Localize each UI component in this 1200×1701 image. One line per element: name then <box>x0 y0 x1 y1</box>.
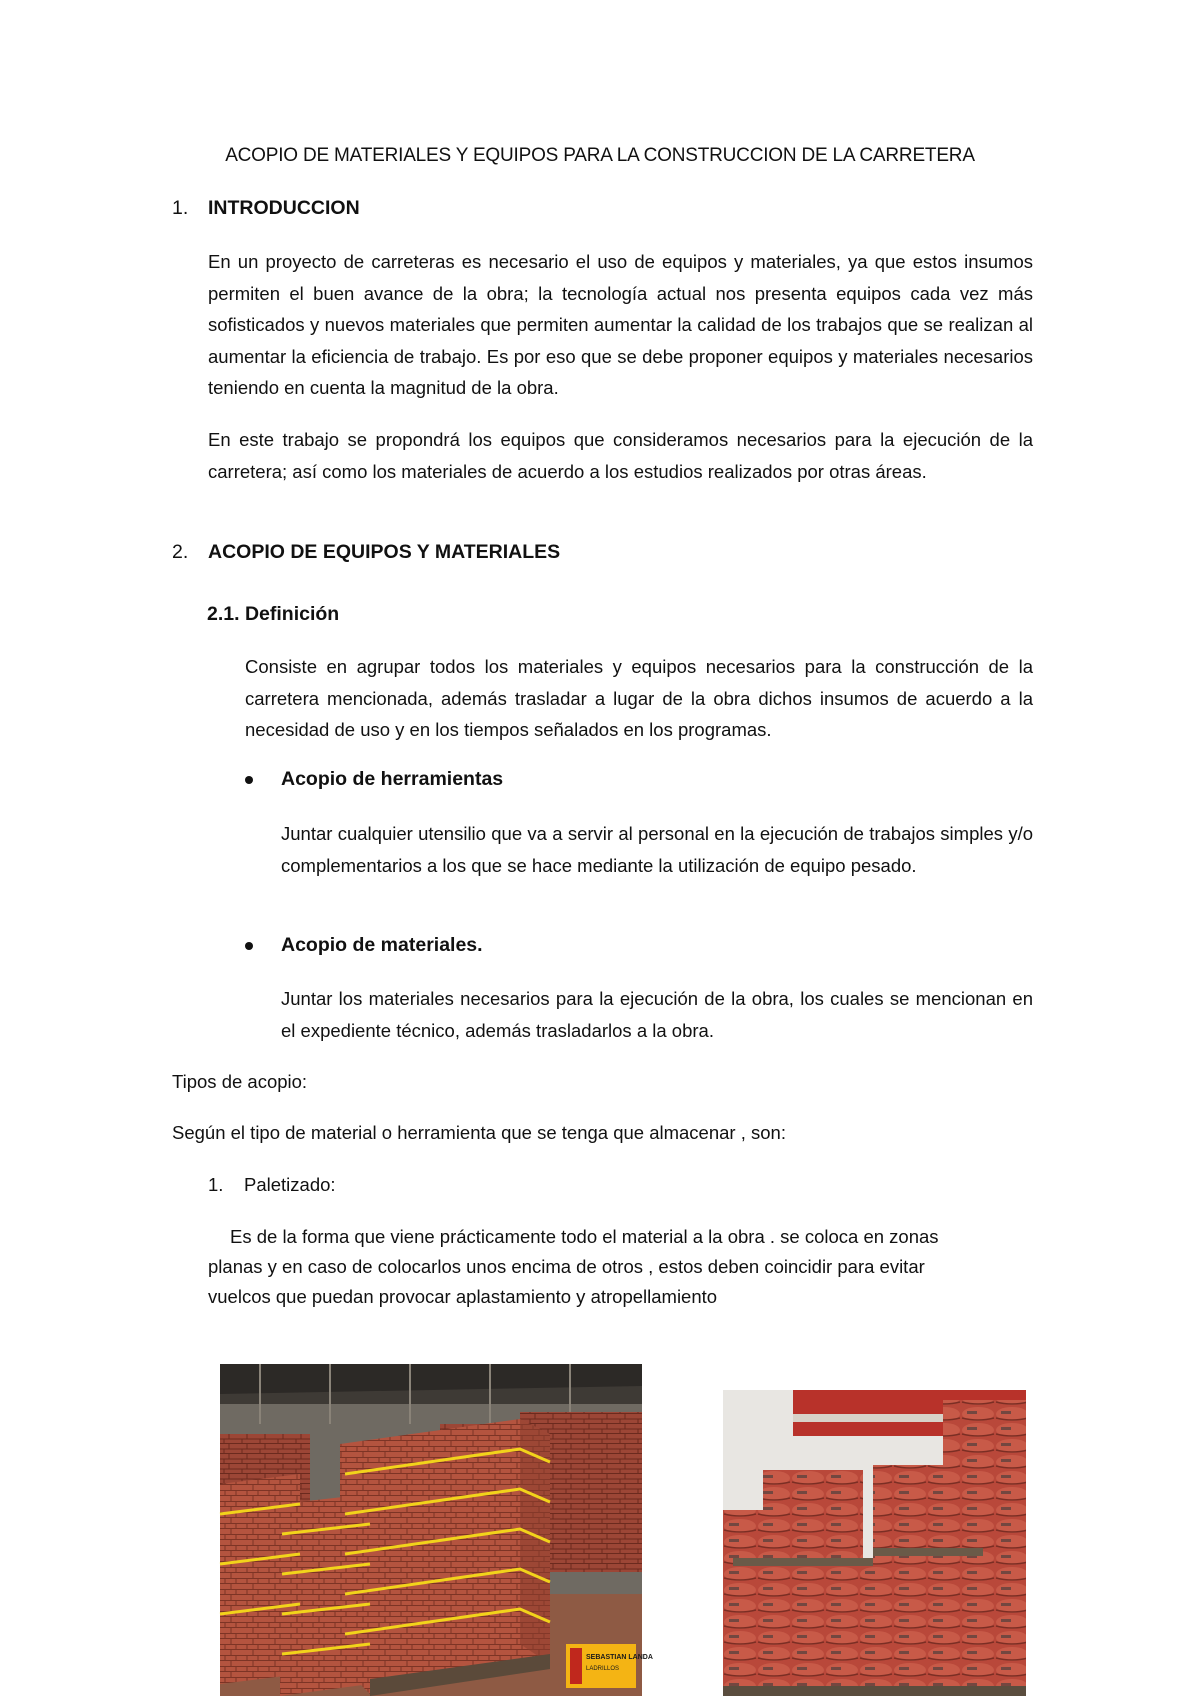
bullet-heading-materiales: Acopio de materiales. <box>281 934 483 956</box>
list-item-number: 1. <box>208 1174 224 1195</box>
subsection-2-1-number: 2.1. <box>207 603 240 625</box>
section-2-title: ACOPIO DE EQUIPOS Y MATERIALES <box>208 541 561 563</box>
subsection-2-1-heading <box>207 603 339 626</box>
paletizado-line-3: vuelcos que puedan provocar aplastamiento y atropellamiento <box>208 1286 718 1307</box>
document-title: ACOPIO DE MATERIALES Y EQUIPOS PARA LA CONSTRUCCION DE LA CARRETERA <box>225 145 975 166</box>
cement-bags-photo <box>723 1390 1026 1696</box>
bullet-dot <box>245 776 253 784</box>
section-1-number: 1. <box>172 197 189 219</box>
section-1-title: INTRODUCCION <box>208 197 360 219</box>
list-item-paletizado <box>208 1174 336 1196</box>
intro-paragraph-2: En este trabajo se propondrá los equipos que consideramos necesarios para la ejecución de la carretera; así como los materiales de acuerdo a los estudios realizados por otras áreas. <box>208 429 1033 482</box>
tipos-label: Tipos de acopio: <box>172 1071 308 1092</box>
section-2-heading <box>172 541 560 564</box>
section-1-heading <box>172 197 360 220</box>
intro-paragraph-1: En un proyecto de carreteras es necesario el uso de equipos y materiales, ya que estos insumos permiten el buen avance de la obra; la tecnología actual nos presenta equipos cada vez más sofisticados y nuevos materiales que permiten aumentar la calidad de los trabajos que se realizan al aumentar la eficiencia de trabajo. Es por eso que se debe proponer equipos y materiales necesarios teniendo en cuenta la magnitud de la obra. <box>208 251 1033 398</box>
bullet-heading-herramientas: Acopio de herramientas <box>281 768 504 790</box>
list-item-label: Paletizado: <box>244 1174 336 1195</box>
logo-text-2: LADRILLOS <box>586 1666 620 1672</box>
definition-paragraph: Consiste en agrupar todos los materiales y equipos necesarios para la construcción de la carretera mencionada, además trasladar a lugar de la obra dichos insumos de acuerdo a la necesidad de uso y en los tiempos señalados en los programas. <box>245 656 1033 740</box>
segun-line: Según el tipo de material o herramienta que se tenga que almacenar , son: <box>172 1122 786 1143</box>
bullet-text-herramientas: Juntar cualquier utensilio que va a servir al personal en la ejecución de trabajos simples y/o complementarios a los que se hace mediante la utilización de equipo pesado. <box>281 823 1033 876</box>
subsection-2-1-title: Definición <box>244 603 340 625</box>
paletizado-line-2: planas y en caso de colocarlos unos encima de otros , estos deben coincidir para evitar <box>208 1256 925 1277</box>
bullet-dot <box>245 942 253 950</box>
paletizado-line-1: Es de la forma que viene prácticamente todo el material a la obra . se coloca en zonas <box>230 1226 939 1247</box>
bullet-text-materiales: Juntar los materiales necesarios para la ejecución de la obra, los cuales se mencionan en el expediente técnico, además trasladarlos a la obra. <box>281 988 1033 1041</box>
brick-pallets-photo <box>220 1364 653 1696</box>
logo-text-1: SEBASTIAN LANDA <box>586 1654 653 1661</box>
section-2-number: 2. <box>172 541 189 563</box>
